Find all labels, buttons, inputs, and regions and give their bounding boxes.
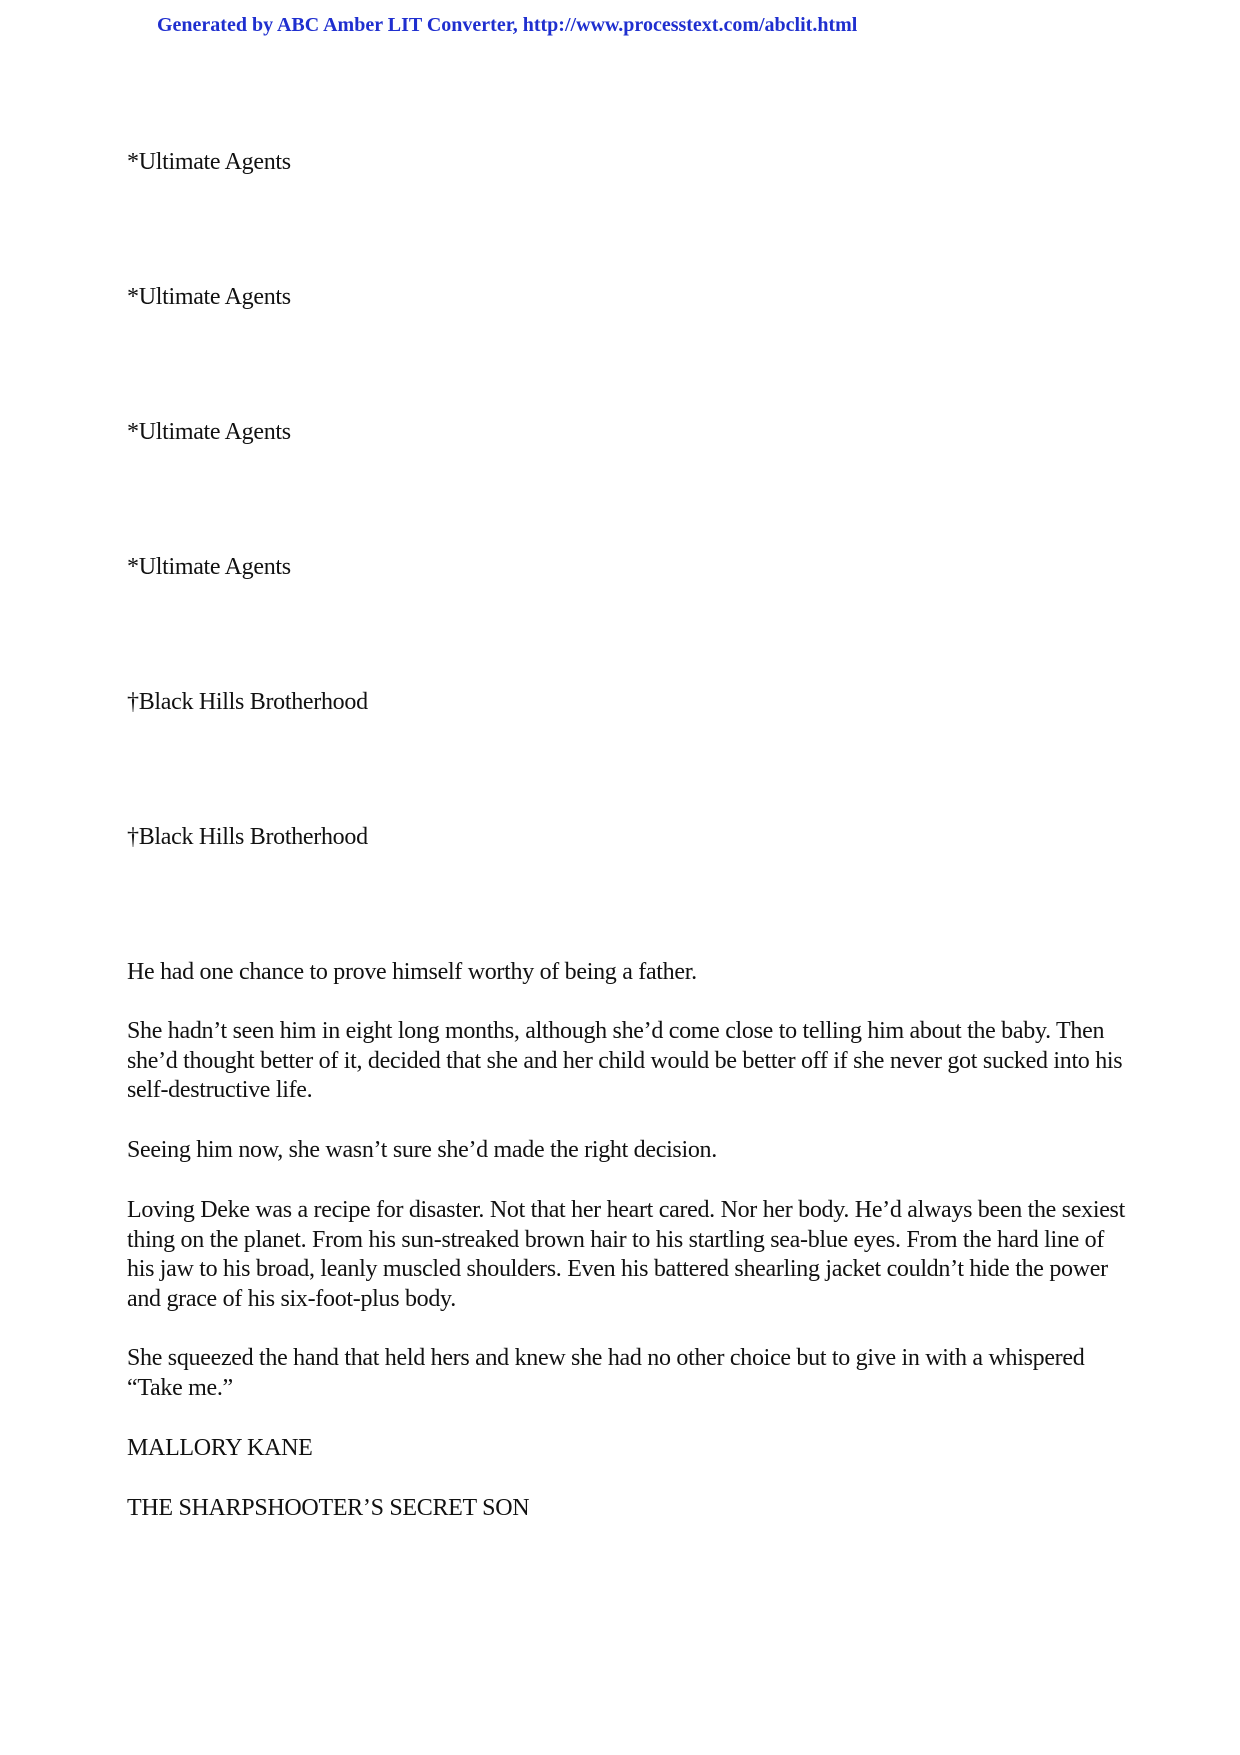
blurb-tagline: He had one chance to prove himself worthy of being a father. xyxy=(127,959,697,985)
series-note-black-hills-brotherhood: †Black Hills Brotherhood xyxy=(127,689,368,715)
series-note-black-hills-brotherhood: †Black Hills Brotherhood xyxy=(127,824,368,850)
series-note-ultimate-agents: *Ultimate Agents xyxy=(127,149,291,175)
author-name: MALLORY KANE xyxy=(127,1435,313,1461)
series-note-ultimate-agents: *Ultimate Agents xyxy=(127,419,291,445)
blurb-paragraph: She hadn’t seen him in eight long months, although she’d come close to telling him about the baby. Then she’d thought better of it, decided that she and her child would be better off if she never got sucked into his self-destructive life. xyxy=(127,1018,1123,1103)
series-note-ultimate-agents: *Ultimate Agents xyxy=(127,554,291,580)
series-note-ultimate-agents: *Ultimate Agents xyxy=(127,284,291,310)
converter-header-link[interactable]: Generated by ABC Amber LIT Converter, http://www.processtext.com/abclit.html xyxy=(157,14,858,36)
book-title: THE SHARPSHOOTER’S SECRET SON xyxy=(127,1495,530,1521)
blurb-paragraph: She squeezed the hand that held hers and knew she had no other choice but to give in with a whispered “Take me.” xyxy=(127,1345,1085,1401)
blurb-paragraph: Seeing him now, she wasn’t sure she’d made the right decision. xyxy=(127,1137,717,1163)
blurb-paragraph: Loving Deke was a recipe for disaster. Not that her heart cared. Nor her body. He’d always been the sexiest thing on the planet. From his sun-streaked brown hair to his startling sea-blue eyes. From the hard line of his jaw to his broad, leanly muscled shoulders. Even his battered shearling jacket couldn’t hide the power and grace of his six-foot-plus body. xyxy=(127,1197,1125,1312)
